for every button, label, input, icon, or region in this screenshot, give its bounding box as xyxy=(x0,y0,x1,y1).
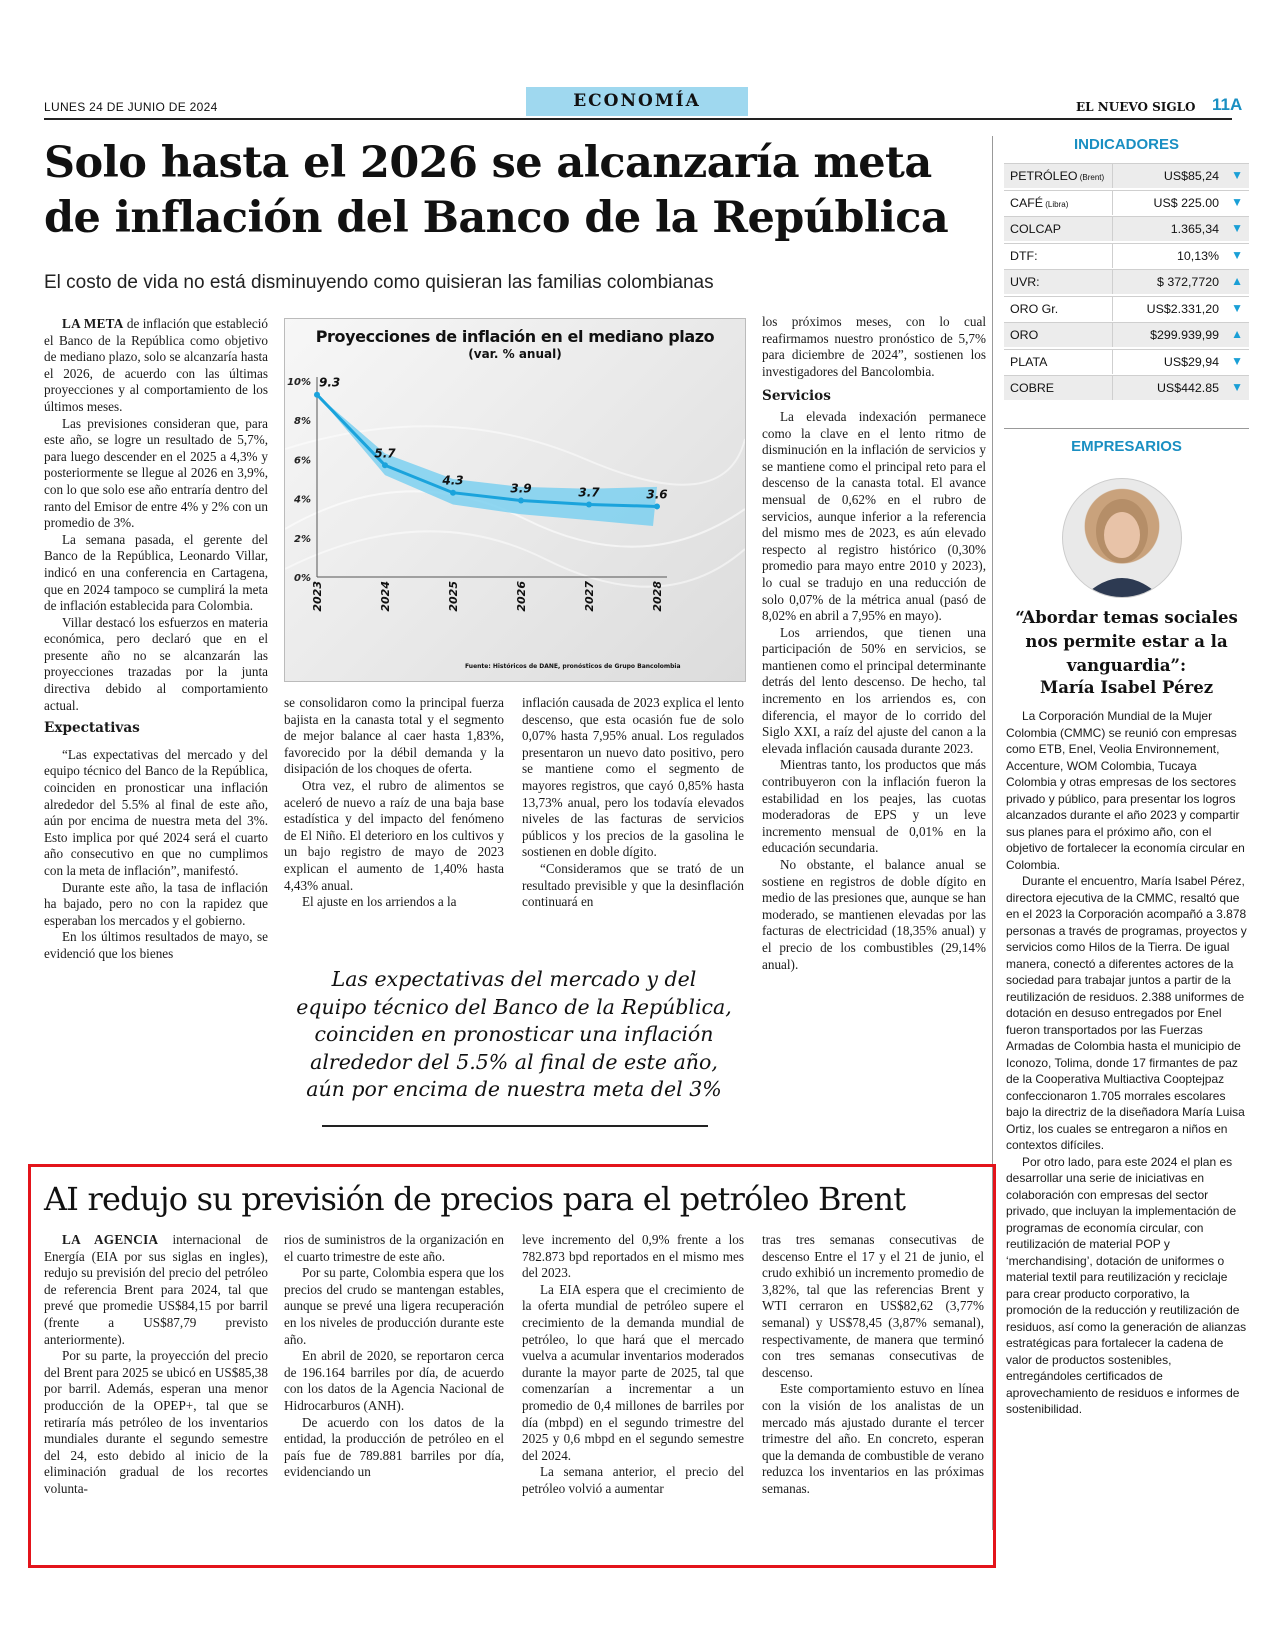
article-column-3 xyxy=(522,695,744,911)
article-column-2 xyxy=(284,695,504,911)
indicator-name-text: ORO Gr. xyxy=(1010,301,1059,316)
indicator-row xyxy=(1004,296,1249,321)
main-subtitle: El costo de vida no está disminuyendo como quisieran las familias colombianas xyxy=(44,272,714,293)
brent-column-2 xyxy=(284,1232,504,1481)
indicator-separator xyxy=(1112,350,1113,374)
brent-column-4 xyxy=(762,1232,984,1498)
paragraph-text: Villar destacó los esfuerzos en materia económica, pero declaró que en el presente año no se alcanzarán las proyecciones trazadas por la junta directiva debido al comportamiento actual. xyxy=(44,614,268,713)
brent-col1-paragraphs xyxy=(44,1232,268,1498)
paragraph xyxy=(522,1232,744,1282)
y-tick-label: 2% xyxy=(294,533,311,545)
paragraph-text: La EIA espera que el crecimiento de la oferta mundial de petróleo supere el crecimiento de la demanda mundial de petróleo, lo que hará que el mercado vuelva a acumular inventarios moderados durante la mayor parte de 2025, tal que comenzarían a incrementar a un promedio de 0,4 millones de barriles por día (mbpd) en el segundo trimestre del 2025 y 0,6 mbpd en el segundo semestre del 2024. xyxy=(522,1281,744,1463)
sidebar-quote-author: María Isabel Pérez xyxy=(1039,678,1214,697)
paragraph xyxy=(284,1348,504,1414)
indicator-name xyxy=(1010,355,1047,369)
sidebar-body xyxy=(1006,708,1247,1418)
data-label: 4.3 xyxy=(442,473,464,488)
indicator-name-text: COBRE xyxy=(1010,381,1055,395)
paragraph-text: La semana anterior, el precio del petróleo volvió a aumentar xyxy=(522,1464,744,1496)
paragraph xyxy=(44,747,268,880)
paragraph xyxy=(762,314,986,380)
paragraph xyxy=(284,1265,504,1348)
paragraph-text: Durante este año, la tasa de inflación ha bajado, pero no con la rapidez que esperaban los mercados y el gobierno. xyxy=(44,879,268,928)
data-point xyxy=(518,498,524,504)
indicator-row xyxy=(1004,269,1249,294)
data-point xyxy=(382,462,388,468)
chart-source: Fuente: Históricos de DANE, pronósticos de Grupo Bancolombia xyxy=(465,663,681,670)
article-column-4 xyxy=(762,314,986,973)
paragraph xyxy=(522,861,744,911)
indicator-qualifier: (Brent) xyxy=(1077,173,1105,182)
paragraph-text: de inflación que estableció el Banco de la República como objetivo de mediano plazo, solo se alcanzaría hasta el 2026, de acuerdo con las últimas proyecciones y al comportamiento de los últimos meses. xyxy=(44,316,268,414)
indicator-name xyxy=(1010,222,1061,236)
paragraph xyxy=(762,857,986,973)
indicator-row xyxy=(1004,216,1249,241)
x-tick-label: 2024 xyxy=(379,581,392,612)
paragraph-text: Otra vez, el rubro de alimentos se aceleró de nuevo a raíz de una baja base estadística y del impacto del fenómeno de El Niño. El deterioro en los cultivos y un bajo registro de mayo de 2023 explican el aumento de 1,40% hasta 4,43% anual. xyxy=(284,777,504,893)
indicator-value: US$29,94 xyxy=(1163,354,1219,369)
indicator-name xyxy=(1010,275,1040,289)
paragraph xyxy=(762,1232,984,1381)
pull-quote-rule xyxy=(322,1125,708,1127)
trend-down-icon: ▼ xyxy=(1231,168,1243,182)
paragraph-text: Por su parte, la proyección del precio del Brent para 2025 se ubicó en US$85,38 por barril. Además, esperan una menor producción de la OPEP+, tal que se retiraría más petróleo de los inventarios mundiales durante el segundo semestre del 24, esto debido al inicio de la eliminación gradual de los recortes volunta- xyxy=(44,1348,268,1496)
indicator-row xyxy=(1004,163,1249,188)
trend-down-icon: ▼ xyxy=(1231,194,1243,209)
indicator-name-text: DTF: xyxy=(1010,248,1038,263)
paragraph xyxy=(762,625,986,758)
brent-column-3 xyxy=(522,1232,744,1498)
indicator-name xyxy=(1010,169,1104,183)
col3-paragraphs xyxy=(522,695,744,911)
paragraph-text: Las previsiones consideran que, para este año, se logre un resultado de 5,7%, para luego descender en el 2025 a 4,3% y posteriormente se llegue al 2026 en 3,9%, con lo que solo ese año entraría dentro del ranto del Emisor de entre 4% y 2% con un promedio de 3%. xyxy=(44,415,268,531)
indicator-separator xyxy=(1112,191,1113,215)
brent-col2-paragraphs xyxy=(284,1232,504,1481)
indicator-row xyxy=(1004,243,1249,268)
indicator-separator xyxy=(1112,270,1113,294)
paragraph-text: Los arriendos, que tienen una participación de 50% en servicios, se mantienen como el principal determinante detrás del lento descenso. De hecho, tal incremento en los arriendos es, con diferencia, el mayor de lo corrido del Siglo XXI, a raíz del ajuste del canon a la elevada inflación causada durante 2023. xyxy=(762,624,986,756)
paragraph xyxy=(44,532,268,615)
paragraph-text: rios de suministros de la organización en el cuarto trimestre de este año. xyxy=(284,1232,504,1264)
indicator-name xyxy=(1010,249,1038,263)
trend-down-icon: ▼ xyxy=(1231,221,1243,235)
paragraph-text: En los últimos resultados de mayo, se evidenció que los bienes xyxy=(44,929,268,961)
indicator-value: US$442.85 xyxy=(1156,381,1219,395)
section-heading-servicios: Servicios xyxy=(762,388,831,405)
indicator-value: 1.365,34 xyxy=(1170,222,1219,236)
indicator-value: $299.939,99 xyxy=(1150,328,1219,342)
portrait-icon xyxy=(1063,479,1181,597)
y-tick-label: 4% xyxy=(294,494,311,506)
indicator-value: US$ 225.00 xyxy=(1153,195,1219,210)
masthead-name: EL NUEVO SIGLO xyxy=(1076,100,1196,114)
col4b-paragraphs xyxy=(762,409,986,973)
paragraph xyxy=(284,778,504,894)
x-tick-label: 2027 xyxy=(583,581,596,612)
chart-title: Proyecciones de inflación en el mediano plazo xyxy=(315,327,715,346)
indicator-row xyxy=(1004,375,1249,400)
data-label: 3.9 xyxy=(510,481,532,496)
brent-headline: AI redujo su previsión de precios para el petróleo Brent xyxy=(44,1180,906,1218)
indicator-name xyxy=(1010,381,1054,395)
data-point xyxy=(450,490,456,496)
portrait-avatar xyxy=(1062,478,1182,598)
indicator-name-text: UVR: xyxy=(1010,275,1040,289)
indicators-title: INDICADORES xyxy=(1073,136,1179,153)
indicator-name-text: CAFÉ xyxy=(1010,195,1044,210)
indicator-name-text: PLATA xyxy=(1010,354,1048,369)
sidebar-paragraph: La Corporación Mundial de la Mujer Colombia (CMMC) se reunió con empresas como ETB, Enel, Veolia Environnement, Accenture, WOM Colombia, Tucaya Colombia y otras empresas de los sectores privado y público, para presentar los logros alcanzados durante el año 2023 y compartir sus planes para el próximo año, con el objetivo de fortalecer la economía circular en Colombia. xyxy=(1006,709,1245,872)
pull-quote: Las expectativas del mercado y del equipo técnico del Banco de la República, coinciden en pronosticar una inflación alrededor del 5.5% al final de este año, aún por encima de nuestra meta del 3% xyxy=(296,967,732,1101)
paragraph xyxy=(284,695,504,778)
brent-col4-paragraphs xyxy=(762,1232,984,1498)
sidebar-paragraph: Durante el encuentro, María Isabel Pérez, directora ejecutiva de la CMMC, resaltó que en el 2023 la Corporación acompañó a 3.878 personas a través de programas, proyectos y servicios como Hilos de la Tierra. De igual manera, conectó a diferentes actores de la sociedad para trabajar juntos a partir de la reutilización de residuos. 2.388 uniformes de dotación en desuso entregados por Enel fueron transportados por las Fuerzas Armadas de Colombia hasta el municipio de Iconozo, Tolima, donde 17 firmantes de paz de la Cooperativa Multiactiva Cooptejpaz confeccionaron 1.705 morrales escolares bajo la directriz de la diseñadora María Luisa Ortiz, los cuales se entregaron a niños en contextos difíciles. xyxy=(1006,874,1247,1152)
paragraph xyxy=(522,1464,744,1497)
paragraph-text: inflación causada de 2023 explica el lento descenso, que esta ocasión fue de solo 0,07% hasta 7,95% anual. Los regulados presentaron un nuevo dato positivo, pero se mantiene como el segmento de mayores registros, que cayó 0,85% hasta 13,73% anual, pero los todavía elevados niveles de las facturas de servicios públicos y los precios de la gasolina le sostienen en doble dígito. xyxy=(522,695,744,860)
header-date: LUNES 24 DE JUNIO DE 2024 xyxy=(44,100,218,114)
trend-down-icon: ▼ xyxy=(1231,353,1243,368)
y-tick-label: 8% xyxy=(294,416,311,428)
indicator-separator xyxy=(1112,244,1113,268)
trend-up-icon: ▲ xyxy=(1231,327,1243,341)
brent-column-1 xyxy=(44,1232,268,1498)
paragraph-text: No obstante, el balance anual se sostiene en registros de doble dígito en medio de las presiones que, aunque se han moderado, se mantienen elevadas por las facturas de electricidad (18,35% anual) y el precio de los combustibles (29,14% anual). xyxy=(762,857,986,972)
paragraph-text: Mientras tanto, los productos que más contribuyeron con la inflación fueron la estabilidad en los peajes, las cuotas moderadoras de EPS y un leve incremento mensual de 0,01% en la educación secundaria. xyxy=(762,757,986,856)
paragraph xyxy=(284,1415,504,1481)
paragraph xyxy=(44,416,268,532)
indicator-value: US$85,24 xyxy=(1163,169,1219,183)
section-label: ECONOMÍA xyxy=(573,91,701,111)
paragraph-text: internacional de Energía (EIA por sus siglas en ingles), redujo su previsión del precio del petróleo de referencia Brent para 2024, tal que prevé que promedie US$84,15 por barril (frente a US$87,79 previsto anteriormente). xyxy=(44,1232,268,1347)
business-title: EMPRESARIOS xyxy=(1071,438,1182,455)
brent-col3-paragraphs xyxy=(522,1232,744,1498)
col1b-paragraphs xyxy=(44,747,268,963)
y-tick-label: 10% xyxy=(287,377,311,388)
indicator-row xyxy=(1004,190,1249,215)
lead-in: LA AGENCIA xyxy=(62,1232,159,1247)
paragraph xyxy=(762,1381,984,1497)
headline-line-1: Solo hasta el 2026 se alcanzaría meta xyxy=(44,138,932,188)
indicator-name xyxy=(1010,328,1038,342)
section-heading-expectativas: Expectativas xyxy=(44,720,140,737)
indicator-name xyxy=(1010,196,1068,210)
paragraph xyxy=(522,1282,744,1465)
chart-subtitle: (var. % anual) xyxy=(468,347,562,361)
business-rule xyxy=(1004,428,1249,429)
paragraph-text: los próximos meses, con lo cual reafirmamos nuestro pronóstico de 5,7% para diciembre de 2024”, sostienen los investigadores del Bancolombia. xyxy=(762,314,986,379)
x-tick-label: 2023 xyxy=(311,581,324,612)
trend-down-icon: ▼ xyxy=(1231,380,1243,394)
paragraph-text: “Las expectativas del mercado y del equipo técnico del Banco de la República, coinciden en pronosticar una inflación alrededor del 5.5% al final de este año, aún por encima de nuestra meta del 3%. Esto implica por qué 2024 será el cuarto año consecutivo en que no cumplimos con la meta de inflación”, manifestó. xyxy=(44,746,268,878)
indicator-qualifier: (Libra) xyxy=(1043,199,1069,209)
col4a-paragraphs xyxy=(762,314,986,380)
article-column-1 xyxy=(44,316,268,963)
headline-line-2: de inflación del Banco de la República xyxy=(44,193,949,243)
paragraph xyxy=(762,757,986,857)
indicator-separator xyxy=(1112,297,1113,321)
paragraph-text: “Consideramos que se trató de un resultado previsible y que la desinflación continuará en xyxy=(522,860,744,910)
indicator-value: US$2.331,20 xyxy=(1146,301,1219,316)
indicator-name-text: COLCAP xyxy=(1010,222,1061,236)
page-number: 11A xyxy=(1212,95,1243,114)
paragraph-text: El ajuste en los arriendos a la xyxy=(302,894,457,910)
indicator-row xyxy=(1004,322,1249,347)
x-tick-label: 2025 xyxy=(447,581,460,612)
paragraph-text: La elevada indexación permanece como la clave en el lento ritmo de disminución en la inflación de servicios y se mantiene como el principal reto para el descenso de la canasta total. El avance mensual de 0,62% en el rubro de servicios, aunque inferior a la referencia del mismo mes de 2023, es aún elevado respecto al registro histórico (0,30% promedio para mayo entre 2010 y 2023), lo cual se tradujo en una reducción de solo 0,07% de la métrica anual (pasó de 8,02% en abril a 7,95% en mayo). xyxy=(762,408,986,624)
paragraph-text: leve incremento del 0,9% frente a los 782.873 bpd reportados en el mismo mes del 2023. xyxy=(522,1232,744,1281)
paragraph xyxy=(44,1232,268,1348)
data-label: 5.7 xyxy=(374,446,396,461)
header-rule xyxy=(44,118,1232,120)
indicator-separator xyxy=(1112,376,1113,400)
data-point xyxy=(314,392,320,398)
chart-svg xyxy=(285,319,745,681)
paragraph xyxy=(44,316,268,416)
inflation-chart xyxy=(284,318,746,682)
indicator-name-text: PETRÓLEO xyxy=(1010,169,1078,183)
indicator-separator xyxy=(1112,164,1113,188)
paragraph xyxy=(44,929,268,962)
data-label: 9.3 xyxy=(319,375,341,390)
data-point xyxy=(654,503,660,509)
indicator-separator xyxy=(1112,217,1113,241)
paragraph xyxy=(44,880,268,930)
paragraph xyxy=(762,409,986,625)
x-tick-label: 2026 xyxy=(515,581,528,612)
col2-paragraphs xyxy=(284,695,504,911)
sidebar-quote: “Abordar temas sociales nos permite estar a la vanguardia”: xyxy=(1015,608,1238,675)
paragraph-text: La semana pasada, el gerente del Banco de la República, Leonardo Villar, indicó en una conferencia en Cartagena, que en 2024 tampoco se cumplirá la meta de inflación establecida para Colombia. xyxy=(44,531,268,614)
trend-up-icon: ▲ xyxy=(1231,274,1243,288)
paragraph xyxy=(284,894,504,911)
data-label: 3.6 xyxy=(646,487,668,502)
paragraph-text: Por su parte, Colombia espera que los precios del crudo se mantengan estables, aunque se prevé una ligera recuperación en los niveles de producción durante este año. xyxy=(284,1265,504,1347)
paragraph-text: tras tres semanas consecutivas de descenso Entre el 17 y el 21 de junio, el crudo exhibió un incremento promedio de 3,82%, tal que las referencias Brent y WTI cerraron en US$82,62 (3,77% semanal) y US$78,45 (3,87% semanal), respectivamente, de manera que terminó con tres semanas consecutivas de descenso. xyxy=(762,1232,984,1380)
indicator-value: $ 372,7720 xyxy=(1156,275,1219,289)
paragraph-text: se consolidaron como la principal fuerza bajista en la canasta total y el segmento de mejor balance al caer hasta 1,83%, favorecido por la débil demanda y la disipación de los choques de oferta. xyxy=(284,695,504,777)
sidebar-paragraph: Por otro lado, para este 2024 el plan es desarrollar una serie de iniciativas en colaboración con empresas del sector privado, que incluyan la implementación de programas de economía circular, con reutilización de material POP y ‘merchandising’, dotación de uniformes o material textil para reutilización y reciclaje para crear producto corporativo, la promoción de la reducción y reutilización de residuos, así como la generación de alianzas estratégicas para fortalecer la cadena de valor de productos sostenibles, entregándoles certificados de aprovechamiento de residuos e informes de sostenibilidad. xyxy=(1006,1154,1247,1416)
paragraph xyxy=(44,615,268,715)
indicator-name-text: ORO xyxy=(1010,328,1039,342)
x-tick-label: 2028 xyxy=(651,581,664,612)
col1-paragraphs xyxy=(44,316,268,714)
trend-down-icon: ▼ xyxy=(1231,300,1243,315)
paragraph xyxy=(284,1232,504,1265)
paragraph-text: De acuerdo con los datos de la entidad, la producción de petróleo en el país fue de 789.881 barriles por día, evidenciando un xyxy=(284,1414,504,1480)
y-tick-label: 6% xyxy=(294,455,311,467)
indicator-separator xyxy=(1112,323,1113,347)
indicator-name xyxy=(1010,302,1058,316)
paragraph-text: En abril de 2020, se reportaron cerca de 196.164 barriles por día, de acuerdo con los datos de la Agencia Nacional de Hidrocarburos (ANH). xyxy=(284,1348,504,1413)
indicator-value: 10,13% xyxy=(1176,248,1219,263)
paragraph-text: Este comportamiento estuvo en línea con la visión de los analistas de un mercado más ajustado durante el tercer trimestre del año. En concreto, esperan que la demanda de combustible de verano reduzca los inventarios en las próximas semanas. xyxy=(762,1381,984,1496)
main-headline xyxy=(44,136,994,246)
paragraph xyxy=(522,695,744,861)
trend-down-icon: ▼ xyxy=(1231,247,1243,262)
paragraph xyxy=(44,1348,268,1497)
lead-in: LA META xyxy=(62,316,124,331)
indicator-row xyxy=(1004,349,1249,374)
data-label: 3.7 xyxy=(578,485,600,500)
y-tick-label: 0% xyxy=(294,573,311,584)
data-point xyxy=(586,501,592,507)
